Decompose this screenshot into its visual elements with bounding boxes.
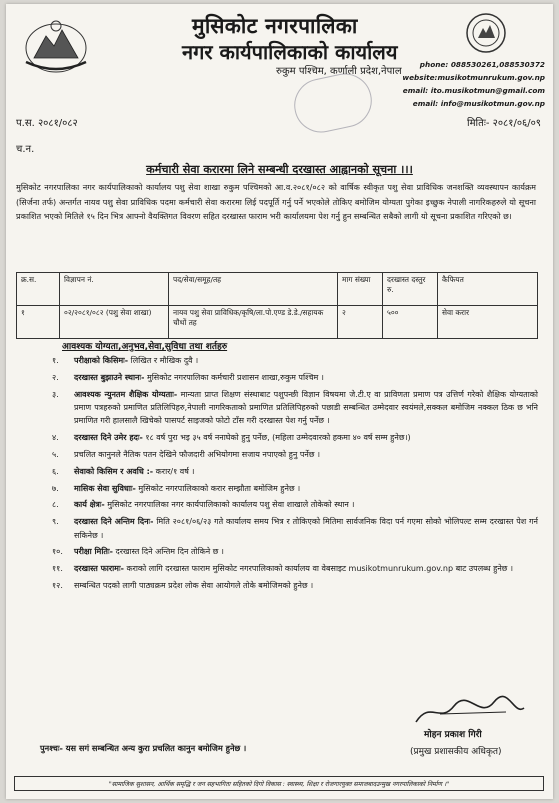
website-text: website:musikotmunrukum.gov.np [402, 73, 545, 82]
item-label: कार्य क्षेत्रः- [74, 500, 105, 510]
table-header-cell: दरखास्त दस्तुर रु. [383, 273, 438, 306]
requirements-list [52, 354, 538, 596]
item-text: मुसिकोट नगरपालिका कर्मचारी प्रशासन शाखा,रुकुम पश्चिम । [144, 372, 324, 382]
notice-document [6, 4, 553, 799]
table-cell: २ [338, 306, 383, 339]
item-number: २. [52, 372, 59, 382]
item-number: ६. [52, 466, 59, 476]
item-number: ८. [52, 500, 59, 510]
table-header-cell: माग संख्या [338, 273, 383, 306]
item-text: १८ वर्ष पुरा भइ ३५ वर्ष ननाघेको हुनु पर्नेछ, (महिला उम्मेदवारको हकमा ४० वर्ष सम्म हुनेछ।) [142, 433, 411, 443]
reference-number: प.स. २०८१/०८२ [16, 118, 78, 129]
item-text: मान्यता प्राप्त शिक्षण संस्थाबाट पशुपन्छी विज्ञान विषयमा जे.टी.ए वा प्राविणता प्रमाण पत्र उत्तिर्ण गरेको शैक्षिक योग्यताको प्रमाण पत्रहरुको प्रमाणित प्रतिलिपिहरु,नेपाली नागरिकताको प्रमाणित प्रतिलिपिहरुको पछाडी सम्बन्धित उम्मेदवार स्वयंमले,सक्कल बमोजिम नक्कल ठिक छ भनि प्रमाणित गरी हालसालै खिचेको पासपर्ट साइजको फोटो टाँस गरी दरखास्त पेश गर्नु पर्नेछ । [74, 389, 538, 426]
phone-text: phone: 088530261,088530372 [419, 60, 545, 69]
item-text: मुसिकोट नगरपालिका नगर कार्यपालिकाको कार्यालय पशु सेवा शाखाले तोकेको स्थान । [104, 500, 355, 510]
dispatch-number: च.न. [16, 144, 35, 155]
signatory-name: मोहन प्रकाश गिरी [424, 730, 482, 740]
item-text: दरखास्त दिने अन्तिम दिन तोकिने छ । [112, 547, 224, 557]
signature-mark [410, 694, 530, 730]
item-text: प्रचलित कानुनले नैतिक पतन देखिने फौजदारी अभियोगमा सजाय नपाएको हुनु पर्नेछ । [74, 450, 321, 459]
item-label: मासिक सेवा सुविधाः- [74, 483, 136, 493]
contact-block [402, 58, 545, 110]
item-label: आवश्यक न्युनतम शैक्षिक योग्यताः- [74, 389, 178, 399]
item-number: ४. [52, 433, 59, 443]
table-header-cell: पद/सेवा/समूह/तह [169, 273, 338, 306]
list-item [52, 388, 538, 428]
list-item [52, 482, 538, 495]
table-header-cell: विज्ञापन नं. [60, 273, 169, 306]
item-number: १०. [52, 547, 63, 557]
notice-date: मितिः- २०८१/०६/०९ [466, 118, 541, 129]
office-stamp [289, 68, 377, 137]
requirements-title: आवश्यक योग्यता,अनुभव,सेवा,सुविधा तथा शर्तहरु [62, 342, 228, 352]
list-item [52, 545, 538, 558]
item-text: मुसिकोट नगरपालिकाको करार सम्झौता बमोजिम हुनेछ । [135, 483, 301, 493]
item-text: करार/१ वर्ष । [153, 466, 195, 476]
list-item [52, 498, 538, 511]
item-number: ७. [52, 483, 59, 493]
table-row [17, 306, 538, 339]
vacancy-table [16, 272, 538, 339]
item-number: ३. [52, 389, 59, 399]
list-item [52, 562, 538, 575]
table-cell: ५०० [383, 306, 438, 339]
signatory-designation: (प्रमुख प्रशासकीय अधिकृत) [410, 747, 502, 757]
table-cell: सेवा करार [438, 306, 538, 339]
footer-slogan: "सामाजिक सुशासन, आर्थिक समृद्धि र जन सहभागिता सहितको दिगो विकास : स्वास्थ्य, शिक्षा र रोजगारयुक्त समाजबादउन्मुख नगरपालिकाको निर्माण ।" [14, 776, 544, 791]
list-item [52, 448, 538, 461]
email-text-2: email: info@musikotmun.gov.np [412, 99, 545, 108]
postscript-note: पुनश्चः- यस सगं सम्बन्धित अन्य कुरा प्रचलित कानुन बमोजिम हुनेछ । [40, 743, 247, 753]
table-cell: नायव पशु सेवा प्राविधिक/कृषि/ला.पो.एण्ड डे.डे./सहायक चौथों तह [169, 306, 338, 339]
table-header-row [17, 273, 538, 306]
item-number: १२. [52, 580, 63, 590]
item-label: परीक्षाको किसिमः- [74, 356, 129, 365]
list-item [52, 354, 538, 367]
list-item [52, 465, 538, 478]
list-item [52, 579, 538, 592]
item-text: लिखित र मौखिक दुवै । [128, 356, 199, 365]
email-text-1: email: ito.musikotmun@gmail.com [402, 86, 545, 95]
item-label: दरखास्त बुझाउने स्थानः- [74, 372, 145, 382]
list-item [52, 371, 538, 384]
item-label: दरखास्त दिने अन्तिम दिनः- [74, 517, 154, 527]
table-cell: ०२/२०८१/०८२ (पशु सेवा शाखा) [60, 306, 169, 339]
item-label: दरखास्त फारामः- [74, 564, 124, 574]
list-item [52, 515, 538, 542]
notice-heading: कर्मचारी सेवा करारमा लिने सम्बन्धी दरखास्त आह्वानको सूचना ।।। [146, 163, 413, 176]
item-label: सेवाको किसिम र अवधि :- [74, 466, 154, 476]
office-title: मुसिकोट नगरपालिका [192, 14, 358, 38]
item-text: मिति २०८१/०६/२३ गते कार्यालय समय भित्र र तोकिएको मितिमा सार्वजनिक विदा पर्न गएमा सोको भोलिपल्ट सम्म दरखास्त पेश गर्न सकिनेछ । [74, 517, 538, 540]
item-number: १. [52, 356, 59, 365]
table-header-cell: कैफियत [438, 273, 538, 306]
item-number: ११. [52, 564, 63, 574]
list-item [52, 431, 538, 444]
office-subtitle: नगर कार्यपालिकाको कार्यालय [182, 40, 398, 64]
item-label: दरखास्त दिने उमेर हदः- [74, 433, 143, 443]
item-number: ५. [52, 450, 59, 459]
item-number: ९. [52, 517, 59, 527]
item-text: कराको लागि दरखास्त फाराम मुसिकोट नगरपालिकाको कार्यालय वा वेबसाइट musikotmunrukum.gov.np बाट उपलब्ध हुनेछ । [123, 564, 513, 574]
office-address: रुकुम पश्चिम, कर्णाली प्रदेश,नेपाल [276, 66, 402, 77]
table-cell: १ [17, 306, 60, 339]
item-text: सम्बन्धित पदको लागी पाठ्यक्रम प्रदेश लोक सेवा आयोगले तोके बमोजिमको हुनेछ । [74, 580, 314, 590]
municipality-logo-icon [461, 10, 511, 56]
table-header-cell: क्र.स. [17, 273, 60, 306]
notice-intro: मुसिकोट नगरपालिका नगर कार्यपालिकाको कार्यालय पशु सेवा शाखा रुकुम पश्चिमको आ.व.२०८१/०८२ को वार्षिक स्वीकृत पशु सेवा प्राविधिक जनशक्ति व्यवस्थापन कार्यक्रम (सिर्जना तर्फ) अन्तर्गत नायव पशु सेवा प्राविधिक पदमा कर्मचारी सेवा करारमा लिई पदपूर्ति गर्नु पर्ने भएकोले तोकिए बमोजिम योग्यता पुगेका इच्छुक नेपाली नागरिकहरुले यो सूचना प्रकाशित भएको मितिले १५ दिन भित्र आफ्नो वैयक्तिगत विवरण सहित दरखास्त फाराम भरी कार्यालयमा पेश गर्नु हुन सम्बन्धित सबैको लागी यो सूचना प्रकाशित गरिएको छ। [16, 182, 536, 222]
government-emblem-icon [20, 14, 92, 76]
item-label: परीक्षा मितिः- [74, 547, 113, 557]
